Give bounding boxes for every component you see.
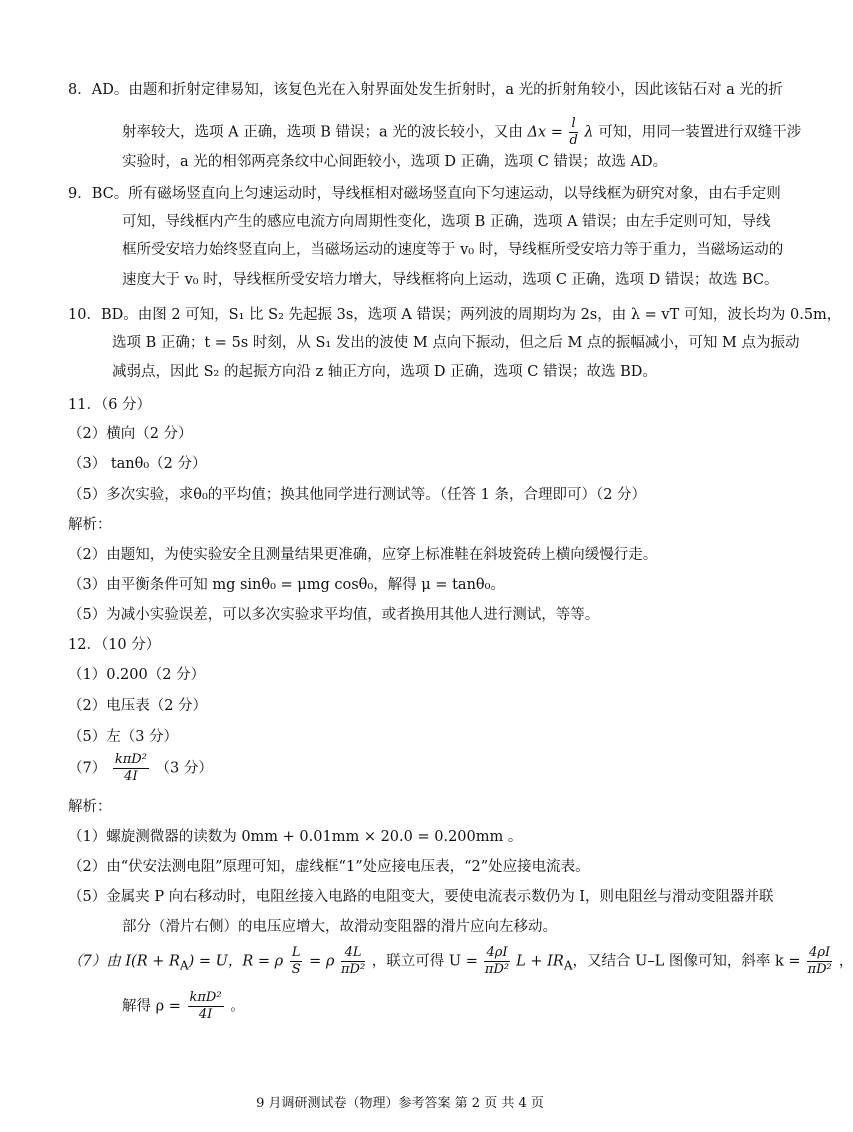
- q11-answer-3: （3） tanθ₀（2 分）: [68, 456, 207, 472]
- q12-a7-num: kπD²: [114, 752, 147, 767]
- q8-fraction: [569, 116, 577, 149]
- q11-explain-2: （2）由题知，为使实验安全且测量结果更准确，应穿上标准鞋在斜坡瓷砖上横向缓慢行走。: [68, 547, 658, 563]
- q12-e7-frac3: [484, 945, 509, 978]
- q12-e7-frac1-den: S: [291, 962, 301, 977]
- q12-e7-frac3-num: 4ρI: [486, 945, 508, 960]
- q12-explain-2: （2）由“伏安法测电阻”原理可知，虚线框“1”处应接电压表，“2”处应接电流表。: [68, 859, 590, 875]
- q12-answer-2: （2）电压表（2 分）: [68, 698, 208, 714]
- q12-analysis-label: 解析：: [68, 799, 112, 815]
- q8-line2-tail: 可知，用同一装置进行双缝干涉: [598, 124, 802, 141]
- q12-explain-5a: （5）金属夹 P 向右移动时，电阻丝接入电路的电阻变大，要使电流表示数仍为 I，则电阻丝与滑动变阻器并联: [68, 889, 774, 905]
- q12-e7-p6: ，又结合 U–L 图像可知，斜率 k =: [572, 953, 801, 970]
- q12-e7-sub: A: [179, 958, 189, 973]
- q12-e7-last-num: kπD²: [189, 990, 222, 1005]
- q12-a7-den: 4I: [124, 769, 138, 784]
- q11-answer-5: （5）多次实验，求θ₀的平均值；换其他同学进行测试等。（任答 1 条，合理即可）（2 分）: [68, 487, 647, 503]
- q8-line1: 8．AD。由题和折射定律易知，该复色光在入射界面处发生折射时，a 光的折射角较小，因此该钻石对 a 光的折: [68, 82, 783, 98]
- q12-explain-1: （1）螺旋测微器的读数为 0mm + 0.01mm × 20.0 = 0.200mm 。: [68, 829, 523, 845]
- q10-line1: 10．BD。由图 2 可知，S₁ 比 S₂ 先起振 3s，选项 A 错误；两列波的周期均为 2s，由 λ = vT 可知，波长均为 0.5m，: [68, 307, 842, 323]
- q12-heading: 12．（10 分）: [68, 637, 161, 653]
- q12-e7-p3: = ρ: [309, 953, 335, 970]
- q12-a7-pre: （7）: [68, 760, 107, 777]
- q12-a7-post: （3 分）: [155, 760, 213, 777]
- q12-e7-last-pre: 解得 ρ =: [122, 998, 181, 1015]
- q12-e7-frac2-den: πD²: [340, 962, 366, 977]
- q8-frac-num: l: [569, 116, 577, 133]
- q11-analysis-label: 解析：: [68, 517, 112, 533]
- q12-e7-p7: ，: [838, 953, 853, 970]
- q12-e7-last-fraction: [188, 990, 224, 1023]
- q8-frac-den: d: [569, 133, 578, 148]
- q12-e7-last-den: 4I: [198, 1007, 213, 1022]
- q12-explain-7-result: [122, 990, 245, 1023]
- q12-e7-p5: L + IR: [516, 953, 564, 970]
- q10-line3: 减弱点，因此 S₂ 的起振方向沿 z 轴正方向，选项 D 正确，选项 C 错误；故选 BD。: [112, 364, 657, 380]
- q12-e7-frac3-den: πD²: [484, 962, 510, 977]
- q8-line2: [122, 116, 801, 149]
- q12-answer-7: [68, 752, 213, 785]
- q8-line2-text: 射率较大，选项 A 正确，选项 B 错误；a 光的波长较小，又由: [122, 124, 523, 141]
- q8-line3: 实验时，a 光的相邻两亮条纹中心间距较小，选项 D 正确，选项 C 错误；故选 AD。: [122, 154, 668, 170]
- q12-e7-frac2: [341, 945, 365, 978]
- q12-e7-frac1: [290, 945, 303, 978]
- page-footer: 9 月调研测试卷（物理）参考答案 第 2 页 共 4 页: [256, 1096, 544, 1111]
- q12-e7-p2: ) = U，R = ρ: [188, 953, 284, 970]
- q12-e7-frac4-den: πD²: [807, 962, 832, 977]
- q11-explain-3: （3）由平衡条件可知 mg sinθ₀ = μmg cosθ₀，解得 μ = tanθ₀。: [68, 577, 505, 593]
- q11-explain-5: （5）为减小实验误差，可以多次实验求平均值，或者换用其他人进行测试，等等。: [68, 607, 600, 623]
- q10-line2: 选项 B 正确；t = 5s 时刻，从 S₁ 发出的波使 M 点向下振动，但之后 M 点的振幅减小，可知 M 点为振动: [112, 335, 800, 351]
- q12-e7-frac4: [807, 945, 832, 978]
- q12-e7-sub2: A: [563, 958, 573, 973]
- q9-line4: 速度大于 v₀ 时，导线框所受安培力增大，导线框将向上运动，选项 C 正确，选项 D 错误；故选 BC。: [122, 272, 779, 288]
- q9-line1: 9．BC。所有磁场竖直向上匀速运动时，导线框相对磁场竖直向下匀速运动，以导线框为研究对象，由右手定则: [68, 186, 781, 202]
- q12-e7-frac2-num: 4L: [341, 945, 365, 962]
- q9-line2: 可知，导线框内产生的感应电流方向周期性变化，选项 B 正确，选项 A 错误；由左手定则可知，导线: [122, 214, 771, 230]
- q12-e7-p4: ，联立可得 U =: [371, 953, 478, 970]
- q12-e7-last-post: 。: [230, 998, 245, 1015]
- q12-answer-5: （5）左（3 分）: [68, 729, 179, 745]
- q12-e7-p1: （7）由 I(R + R: [68, 953, 180, 970]
- q11-heading: 11．（6 分）: [68, 397, 152, 413]
- q11-answer-2: （2）横向（2 分）: [68, 426, 193, 442]
- q12-e7-frac1-num: L: [291, 945, 301, 960]
- q8-formula-pre: Δx =: [527, 124, 563, 141]
- q12-a7-fraction: [113, 752, 149, 785]
- q9-line3: 框所受安培力始终竖直向上，当磁场运动的速度等于 v₀ 时，导线框所受安培力等于重力，当磁场运动的: [122, 242, 784, 258]
- q12-e7-frac4-num: 4ρI: [809, 945, 831, 960]
- q12-explain-5b: 部分（滑片右侧）的电压应增大，故滑动变阻器的滑片应向左移动。: [122, 919, 557, 935]
- q12-explain-7: [68, 945, 853, 978]
- q8-formula-post: λ: [584, 124, 594, 141]
- q12-answer-1: （1）0.200（2 分）: [68, 667, 206, 683]
